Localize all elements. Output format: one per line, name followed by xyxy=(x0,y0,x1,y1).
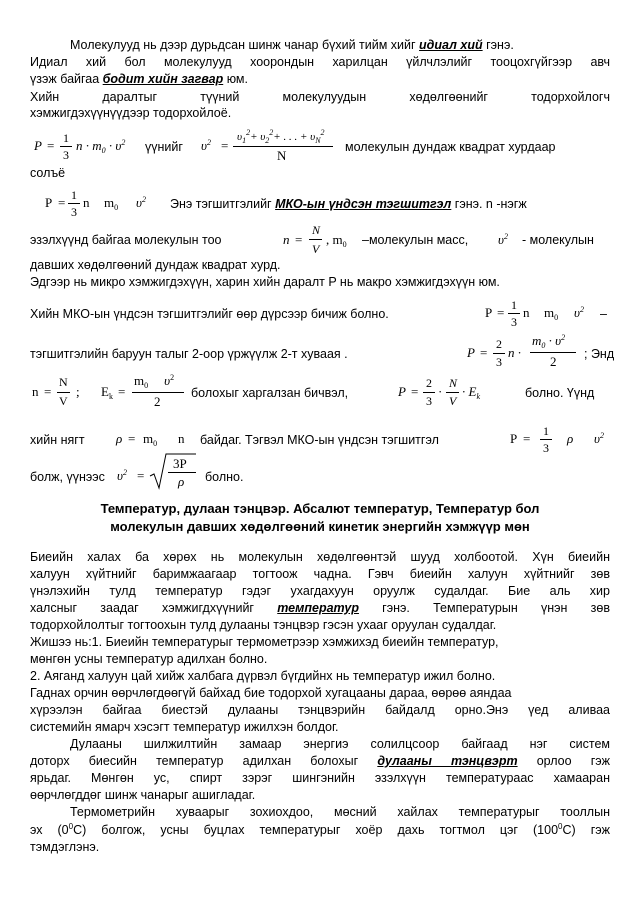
equals-sign: = xyxy=(128,431,136,446)
symbol-P: P xyxy=(467,345,475,360)
body-line: хүрээлэн байгаа биестэй дулааны тэнцвэрийн байдалд орно.Энэ үед аливаа xyxy=(30,703,610,717)
fraction-bar xyxy=(530,352,576,353)
mean-square-velocity: $\upsilon^2$ xyxy=(594,431,604,446)
text-segment: болохыг харгалзан бичвэл, xyxy=(191,386,349,400)
fraction-denominator: 3 xyxy=(71,205,77,219)
fraction-bar xyxy=(233,146,333,147)
mean-square-velocity: $\upsilon^2$ xyxy=(498,232,508,247)
body-line: Биеийн халах ба хөрөх нь молекулын хөдөлгөөнтэй шууд холбоотой. Хүн биеийн xyxy=(30,550,610,564)
fraction-numerator: N xyxy=(449,376,458,390)
text-segment: ; Энд xyxy=(584,347,615,361)
intro-text: Молекулууд нь дээр дурьдсан шинж чанар бүхий тийм хийг xyxy=(70,38,420,52)
symbol-P: P xyxy=(34,138,42,153)
fraction-numerator: 1 xyxy=(71,188,77,202)
fraction-numerator: 2 xyxy=(496,337,502,351)
equals-sign: = xyxy=(118,384,126,399)
fraction-numerator: N xyxy=(312,223,321,237)
intro-text: гэнэ. xyxy=(482,38,514,52)
body-line: тэмдэглэнэ. xyxy=(30,840,100,854)
dash: – xyxy=(600,307,607,321)
equation-trailing-text: молекулын дундаж квадрат хурдаар xyxy=(345,140,556,154)
term-thermal-equilibrium: дулааны тэнцвэрт xyxy=(377,754,518,768)
velocity-sum-numerator: $\upsilon_1^2+ \upsilon_2^2+$ . . . + $\upsilon_N^2$ xyxy=(237,128,325,145)
equation-term: $n \cdot m_0 \cdot \upsilon^2$ xyxy=(76,138,126,155)
symbol-m0: $m_0$ xyxy=(104,195,119,212)
intro-line-3 xyxy=(30,71,610,87)
symbol-m0: $m_0$ xyxy=(544,305,559,322)
fraction-denominator: 2 xyxy=(154,394,161,409)
equals-sign: = xyxy=(480,345,488,360)
fraction-bar xyxy=(508,313,520,314)
body-line: Жишээ нь:1. Биеийн температурыг термометрээр хэмжихэд биеийн температур, xyxy=(30,635,499,649)
body-line: Термометрийн хуваарыг зохиохдоо, мөсний хайлах температурыг тооллын xyxy=(70,805,610,819)
semicolon: ; xyxy=(76,384,80,399)
symbol-n: n · xyxy=(508,345,521,360)
fraction-bar xyxy=(309,239,322,240)
text-segment: байдаг. Тэгвэл МКО-ын үндсэн тэгшитгэл xyxy=(200,433,439,447)
body-line: ярьдаг. Мөнгөн ус, спирт зэрэг шингэнийн эзэлхүүн температураас хамааран xyxy=(30,771,610,785)
section-heading-line-2: молекулын давших хөдөлгөөний кинетик энергийн хэмжүүр мөн xyxy=(110,519,530,534)
equation-description: Энэ тэгшитгэлийг МКО-ын үндсэн тэгшитгэл гэнэ. n -нэгж xyxy=(170,197,527,211)
fraction-bar xyxy=(540,439,552,440)
intro-text: юм. xyxy=(223,72,248,86)
body-line: халуун хүйтнийг баримжаагаар тогтоож чадна. Гэвч биеийн халуун хүйтнийг зөв xyxy=(30,567,610,581)
text-line: Эдгээр нь микро хэмжигдэхүүн, харин хийн даралт P нь макро хэмжигдэхүүн юм. xyxy=(30,275,500,289)
symbol-P: P xyxy=(45,195,53,210)
kinetic-energy-numerator: $m_0 \cdot \upsilon^2$ xyxy=(532,333,566,350)
text-line: солъё xyxy=(30,166,66,180)
equals-sign: = xyxy=(497,305,505,320)
equals-sign: = xyxy=(137,468,145,483)
section-heading-line-1: Температур, дулаан тэнцвэр. Абсалют температур, Температур бол xyxy=(100,501,540,516)
equation-word: үүнийг xyxy=(145,140,183,154)
text-segment: эзэлхүүнд байгаа молекулын тоо xyxy=(30,233,222,247)
fraction-bar xyxy=(168,472,196,473)
fraction-numerator: 1 xyxy=(511,298,517,312)
equals-sign: = xyxy=(44,384,52,399)
text-segment: –молекулын масс, xyxy=(362,233,469,247)
fraction-denominator: V xyxy=(312,242,320,256)
fraction-denominator: 2 xyxy=(550,354,557,369)
fraction-denominator: 3 xyxy=(511,315,517,329)
body-line: 2. Аяганд халуун цай хийж халбага дүрвэл бүгдийнх нь температур ижил болно. xyxy=(30,669,496,683)
fraction-denominator: N xyxy=(277,148,287,163)
body-line: мөнгөн усны температур адилхан болно. xyxy=(30,652,268,666)
fraction-bar xyxy=(57,392,70,393)
body-line: тодорхойлолтыг тогтоохын тулд дулааны тэнцвэр гэсэн ухааг оруулан судалдаг. xyxy=(30,618,497,632)
text-segment: тэгшитгэлийн баруун талыг 2-оор үржүүлж 2-т хуваая . xyxy=(30,347,348,361)
body-line: доторх биесийн температур адилхан болохыг дулааны тэнцвэрт орлоо гэж xyxy=(30,754,610,768)
fraction-bar xyxy=(446,392,459,393)
fraction-denominator: 3 xyxy=(496,355,502,369)
mean-square-velocity: $\upsilon^2$ xyxy=(136,195,146,210)
body-line: өөрчлөгддөг шинж чанарыг ашигладаг. xyxy=(30,788,256,802)
fraction-numerator: 3P xyxy=(173,456,187,471)
term-mko-basic-equation: МКО-ын үндсэн тэгшитгэл xyxy=(275,197,452,211)
fraction-numerator: N xyxy=(59,375,68,389)
symbol-m0: , $m_0$ xyxy=(326,232,347,249)
equals-sign: = xyxy=(295,232,303,247)
symbol-m0: $m_0$ xyxy=(143,431,158,448)
body-line: Гаднах орчин өөрчлөгдөөгүй байхад бие тодорхой хугацааны дараа, өөрөө аяндаа xyxy=(30,686,512,700)
fraction-denominator: V xyxy=(59,394,68,408)
intro-line-5: хэмжигдэхүүнүүдээр тодорхойлоё. xyxy=(30,106,232,120)
text-segment: хийн нягт xyxy=(30,433,85,447)
symbol-n: n xyxy=(32,384,39,399)
body-line: системийн ямарч хэсэгт температур ижилхэн болдог. xyxy=(30,720,339,734)
text-segment: Хийн МКО-ын үндсэн тэгшитгэлийг өөр дүрсээр бичиж болно. xyxy=(30,307,389,321)
text-segment: болж, үүнээс xyxy=(30,470,105,484)
body-line: халсныг заадаг хэмжигдхүүнийг температур гэнэ. Температурын үнэн зөв xyxy=(30,601,610,615)
intro-text: үзэж байгаа xyxy=(30,72,103,86)
mean-square-velocity: $\upsilon^2$ xyxy=(201,138,211,153)
symbol-P: P xyxy=(485,305,493,320)
fraction-bar xyxy=(132,392,184,393)
fraction-numerator: 1 xyxy=(543,424,549,438)
intro-line-4: Хийн даралтыг түүний молекулуудын хөдөлгөөнийг тодорхойлогч xyxy=(30,90,610,104)
symbol-n: n xyxy=(83,195,90,210)
fraction-denominator: 3 xyxy=(63,148,69,162)
symbol-rho: ρ xyxy=(567,431,574,446)
symbol-Ek: · $E_k$ xyxy=(462,384,481,401)
body-line: үнэлэхийн тулд температур гэдэг ухагдахуун оруулж судалдаг. Бие аль хир xyxy=(30,584,610,598)
fraction-bar xyxy=(423,392,435,393)
text-line: давших хөдөлгөөний дундаж квадрат хурд. xyxy=(30,258,281,272)
symbol-n: n xyxy=(178,431,185,446)
equals-sign: = xyxy=(47,138,55,153)
fraction-denominator: ρ xyxy=(178,474,185,489)
symbol-Ek: $E_k$ xyxy=(101,384,113,401)
text-segment: - молекулын xyxy=(522,233,594,247)
fraction-denominator: 3 xyxy=(426,394,432,408)
symbol-n: n xyxy=(523,305,530,320)
symbol-n: n xyxy=(283,232,290,247)
symbol-rho: ρ xyxy=(116,431,123,446)
fraction-denominator: V xyxy=(449,394,457,408)
symbol-P: P xyxy=(398,384,406,399)
body-line: эх $(0^0С)$ болгож, усны буцлах температурыг хоёр дахь тогтмол цэг $(100^0С)$ гэж xyxy=(30,822,610,837)
fraction-denominator: 3 xyxy=(543,441,549,455)
mean-square-velocity: $\upsilon^2$ xyxy=(574,305,584,320)
symbol-P: P xyxy=(510,431,518,446)
fraction-bar xyxy=(60,146,72,147)
fraction-numerator: 1 xyxy=(63,131,69,145)
fraction-bar xyxy=(68,203,80,204)
term-ideal-gas: идиал хий xyxy=(419,38,483,52)
term-temperature: температур xyxy=(277,601,359,615)
intro-line-1 xyxy=(30,37,610,53)
equals-sign: = xyxy=(411,384,419,399)
equals-sign: = xyxy=(221,138,229,153)
multiply-dot: · xyxy=(438,384,443,399)
equals-sign: = xyxy=(523,431,531,446)
intro-line-2: Идиал хий бол молекулууд хоорондын харилцан үйлчлэлийг тооцохгүйгээр авч xyxy=(30,55,610,69)
equals-sign: = xyxy=(58,195,66,210)
body-line: Дулааны шилжилтийн замаар энергиэ солилцсоор байгаад нэг систем xyxy=(70,737,610,751)
kinetic-energy-numerator: $m_0$ $\upsilon^2$ xyxy=(134,373,175,390)
fraction-bar xyxy=(493,353,505,354)
mean-square-velocity: $\upsilon^2$ xyxy=(117,468,127,483)
text-segment: болно. xyxy=(205,470,244,484)
text-segment: болно. Үүнд xyxy=(525,386,595,400)
term-real-gas-model: бодит хийн загвар xyxy=(102,72,224,86)
fraction-numerator: 2 xyxy=(426,376,432,390)
